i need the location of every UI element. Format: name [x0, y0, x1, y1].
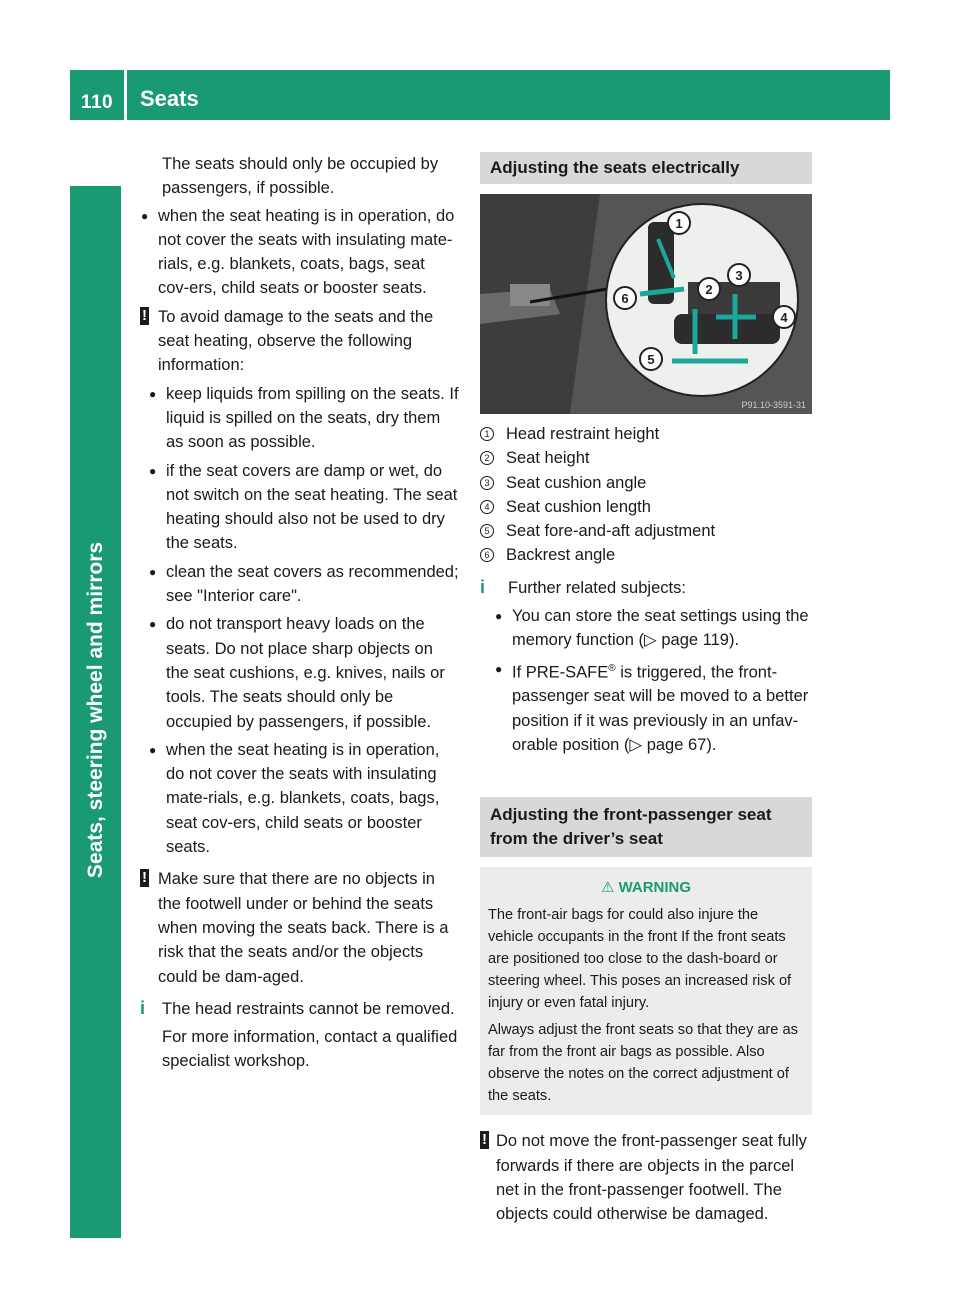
bullet-icon: ●	[149, 463, 157, 478]
exclamation-icon: !	[142, 869, 147, 887]
registered-mark: ®	[608, 662, 616, 674]
page-number: 110	[80, 92, 114, 113]
chapter-tab-label: Seats, steering wheel and mirrors	[84, 541, 107, 879]
list-item-tail: ).	[728, 631, 740, 650]
legend-list	[480, 422, 812, 568]
warning-text: Always adjust the front seats so that they are as far from the front air bags as possible. Also observe the notes on the correct adjustment of the seats.	[488, 1021, 798, 1105]
legend-label: Seat cushion length	[506, 497, 651, 516]
seat-control-photo	[480, 194, 812, 414]
bullet-icon: ●	[495, 609, 503, 624]
notice-text: Do not move the front-passenger seat fully forwards if there are objects in the parcel net in the front-passenger footwell. The objects could otherwise be damaged.	[496, 1132, 807, 1224]
notice-block	[480, 1129, 812, 1226]
list-item-tail: ).	[706, 736, 717, 755]
legend-item	[480, 471, 812, 495]
section-heading: Adjusting the front-passenger seat from the driver’s seat	[480, 797, 812, 857]
list-item-text: If PRE-SAFE	[512, 663, 609, 682]
legend-label: Seat cushion angle	[506, 473, 647, 492]
legend-item	[480, 519, 812, 543]
photo-code: P91.10-3591-31	[741, 400, 806, 410]
page-title: Seats	[140, 86, 199, 111]
info-block	[140, 997, 460, 1021]
info-more: For more information, contact a qualified specialist workshop.	[162, 1028, 458, 1071]
legend-number: 5	[480, 524, 494, 538]
header-divider	[124, 70, 127, 120]
notice-text: Make sure that there are no objects in the footwell under or behind the seats when moving the seats back. There is a risk that the seats and/or the objects could be dam-aged.	[158, 870, 449, 986]
legend-item	[480, 422, 812, 446]
right-column	[480, 152, 812, 1227]
page-ref-icon: ▷	[629, 736, 643, 755]
legend-item	[480, 446, 812, 470]
callout-5: 5	[647, 352, 655, 367]
info-text: Further related subjects:	[508, 578, 686, 597]
notice-intro: To avoid damage to the seats and the seat heating, observe the following information:	[158, 307, 434, 375]
list-item-text: You can store the seat settings using the memory function (	[512, 607, 809, 650]
bullet-icon: ●	[149, 564, 157, 579]
legend-number: 3	[480, 476, 494, 490]
callout-4: 4	[780, 310, 788, 325]
list-item	[494, 657, 812, 758]
bullet-icon: ●	[141, 208, 149, 223]
list-item-text: when the seat heating is in operation, do not cover the seats with insulating mate-rials, e.g. blankets, coats, bags, seat cov-ers, child seats or booster seats.	[166, 740, 440, 857]
list-item-text: clean the seat covers as recommended; see "Interior care".	[166, 562, 459, 606]
warning-label: WARNING	[618, 879, 692, 897]
page-reference[interactable]: page 67	[646, 736, 707, 755]
list-item	[494, 604, 812, 653]
info-icon: i	[140, 997, 146, 1018]
list-item	[148, 738, 460, 859]
section-heading: Adjusting the seats electrically	[480, 152, 812, 184]
callout-1: 1	[675, 216, 683, 231]
legend-number: 2	[480, 451, 494, 465]
legend-number: 6	[480, 548, 494, 562]
seat-control-illustration	[480, 194, 812, 414]
list-item	[148, 459, 460, 556]
page-reference[interactable]: page 119	[661, 631, 729, 650]
callout-3: 3	[735, 268, 743, 283]
exclamation-icon: !	[482, 1131, 487, 1149]
list-item	[140, 204, 460, 301]
exclamation-icon: !	[142, 306, 147, 324]
bullet-icon: ●	[149, 386, 157, 401]
info-text: The head restraints cannot be removed.	[162, 999, 455, 1018]
warning-text: The front-air bags for could also injure the vehicle occupants in the front If the front seats are positioned too close to the dash-board or steering wheel. This poses an increased risk of injury or even fatal injury.	[488, 906, 792, 1012]
legend-number: 4	[480, 500, 494, 514]
callout-6: 6	[621, 291, 629, 306]
warning-triangle-icon: ⚠	[600, 879, 615, 897]
legend-label: Backrest angle	[506, 546, 616, 565]
bullet-icon: ●	[149, 742, 157, 757]
callout-2: 2	[705, 282, 713, 297]
legend-label: Seat fore-and-aft adjustment	[506, 522, 716, 541]
bullet-icon: ●	[495, 661, 503, 676]
legend-item	[480, 495, 812, 519]
continued-paragraph: The seats should only be occupied by passengers, if possible.	[162, 155, 439, 198]
warning-box	[480, 867, 812, 1115]
info-block	[480, 576, 812, 600]
warning-header	[488, 877, 804, 899]
list-item-text: do not transport heavy loads on the seats. Do not place sharp objects on the seat cushions, e.g. knives, nails or tools. The seats should only be occupied by passengers, if possible.	[166, 615, 445, 731]
list-item-text: is triggered, the front-passenger seat will be moved to a better position if it was previously in an unfav-orable position (	[512, 663, 809, 755]
left-column	[140, 152, 460, 1074]
list-item-text: keep liquids from spilling on the seats. If liquid is spilled on the seats, dry them as soon as possible.	[166, 384, 459, 452]
list-item	[148, 612, 460, 733]
notice-block	[140, 867, 460, 988]
legend-item	[480, 543, 812, 567]
list-item-text: if the seat covers are damp or wet, do not switch on the seat heating. The seat heating should also not be used to dry the seats.	[166, 461, 458, 553]
list-item	[148, 382, 460, 455]
notice-block	[140, 305, 460, 378]
info-icon: i	[480, 576, 486, 597]
legend-label: Head restraint height	[506, 425, 660, 443]
bullet-icon: ●	[149, 617, 157, 632]
legend-number: 1	[480, 427, 494, 441]
legend-label: Seat height	[506, 449, 590, 468]
list-item-text: when the seat heating is in operation, do not cover the seats with insulating mate-rials, e.g. blankets, coats, bags, seat cov-ers, child seats or booster seats.	[158, 206, 455, 298]
page-ref-icon: ▷	[644, 631, 657, 650]
list-item	[148, 560, 460, 609]
